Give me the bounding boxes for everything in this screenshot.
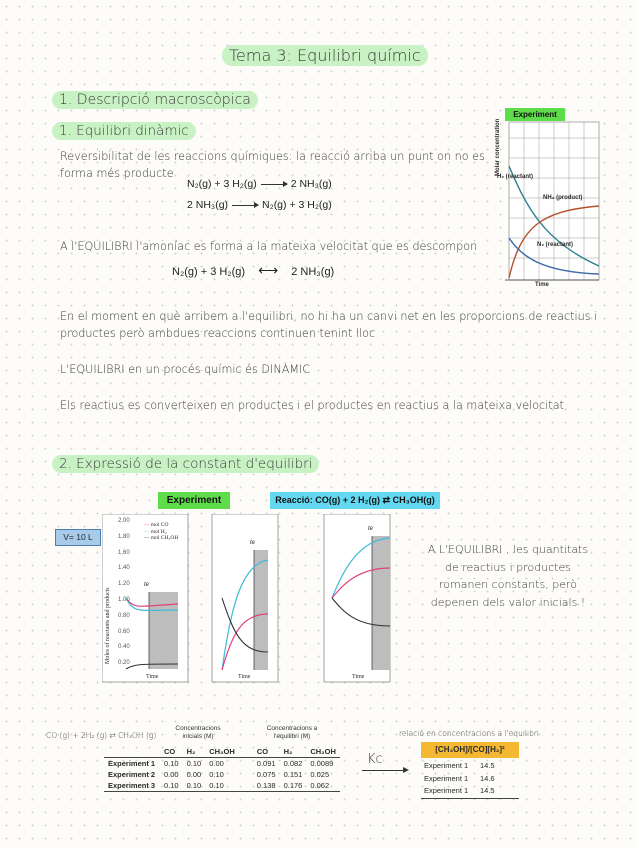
list-item: Experiment 1 14.5 <box>424 761 495 770</box>
equilibrium-note: A L'EQUILIBRI , les quantitats de reactius i productes romanen constants, però depenen dels valor inicials ! <box>427 543 589 609</box>
section-heading-2: 2. Expressió de la constant d'equilibri <box>52 456 319 472</box>
ratio-header: [CH₃OH]/[CO][H₂]² <box>421 742 519 758</box>
graph3-time-label: Time <box>352 674 365 680</box>
te-label-2: te <box>250 540 256 546</box>
te-label-3: te <box>368 526 374 532</box>
experiment-tag: Experiment <box>158 492 230 509</box>
caption-equilibrium: Concentracions a l'equilibri (M) <box>266 725 318 740</box>
equation-equilibrium: N₂(g) + 3 H₂(g) ⟷ 2 NH₃(g) <box>172 262 335 278</box>
subsection-heading: 1. Equilibri dinàmic <box>52 123 196 139</box>
concentration-table: CO H₂ CH₃OH CO H₂ CH₃OH Experiment 1 0.10 0.10 0.00 0.091 0.082 0.0089 Experiment 2 0.00 0.00 0.10 0.075 0.151 0.025 Experiment 3 0.10 0.10 0.10 0.138 0.176 0.062 <box>104 746 340 792</box>
y-axis-label: Molar concentration <box>495 118 501 176</box>
paragraph-reversibility: Reversibilitat de les reaccions químiques: la reacció arriba un punt on no es forma més producte <box>60 150 485 180</box>
page-title: Tema 3: Equilibri químic <box>222 46 428 65</box>
equilibrium-arrow-icon: ⟷ <box>258 262 279 278</box>
table-row: Experiment 1 0.10 0.10 0.00 0.091 0.082 0.0089 <box>108 759 334 768</box>
label-nh3: NH₃ (product) <box>543 195 583 201</box>
right-arrow-icon <box>261 184 287 185</box>
experiment-header: Experiment <box>505 108 565 121</box>
table-row: Experiment 2 0.00 0.00 0.10 0.075 0.151 0.025 <box>108 770 330 779</box>
moles-graphs <box>102 514 422 684</box>
ratio-table <box>421 760 519 799</box>
list-item: Experiment 1 14.5 <box>424 786 495 795</box>
graph2-time-label: Time <box>238 674 251 680</box>
y-tick-labels: 2.00 1.80 1.60 1.40 1.20 1.00 0.80 0.60 0.40 0.20 <box>118 518 130 667</box>
equation-forward: N₂(g) + 3 H₂(g) 2 NH₃(g) <box>187 178 332 190</box>
caption-initial: Concentracions inicials (M) <box>175 725 221 740</box>
x-axis-label: Time <box>535 282 549 288</box>
volume-box: V= 10 L <box>55 529 101 546</box>
equation-reverse: 2 NH₃(g) N₂(g) + 3 H₂(g) <box>187 199 332 211</box>
caption-relation: relació en concentracions a l'equilibri <box>399 729 539 738</box>
graph-legend: — mol CO — mol H₂ — mol CH₃OH <box>144 522 179 541</box>
label-h2: H₂ (reactant) <box>497 174 534 180</box>
paragraph-dynamic: L'EQUILIBRI en un procés químic és DINÀMIC <box>60 363 311 376</box>
graph-y-axis-label: Moles of reactants and products <box>105 587 111 664</box>
table-row: Experiment 3 0.10 0.10 0.10 0.138 0.176 0.062 <box>104 780 340 792</box>
label-n2: N₂ (reactant) <box>537 242 574 248</box>
list-item: Experiment 1 14.6 <box>424 773 495 783</box>
section-heading-1: 1. Descripció macroscòpica <box>52 92 258 108</box>
paragraph-conversion: Els reactius es converteixen en productes i el productes en reactius a la mateixa velocitat <box>60 399 564 412</box>
paragraph-equilibrium-rate: A l'EQUILIBRI l'amoníac es forma a la mateixa velocitat que es descompon <box>60 240 478 253</box>
reaction-small: CO (g) + 2H₂ (g) ⇄ CH₃OH (g) <box>46 731 157 740</box>
reaction-tag: Reacció: CO(g) + 2 H₂(g) ⇄ CH₃OH(g) <box>270 492 440 509</box>
figure-molar-concentration <box>481 106 601 288</box>
kc-label: Kc <box>367 752 383 767</box>
right-arrow-icon <box>232 205 258 206</box>
kc-arrow-icon <box>362 770 406 771</box>
paragraph-no-net-change: En el moment en què arribem a l'equilibri, no hi ha un canvi net en les proporcions de reactius i productes però ambdues reaccions continuen tenint lloc <box>60 310 598 340</box>
graph1-time-label: Time <box>146 674 159 680</box>
te-label-1: te <box>144 582 150 588</box>
